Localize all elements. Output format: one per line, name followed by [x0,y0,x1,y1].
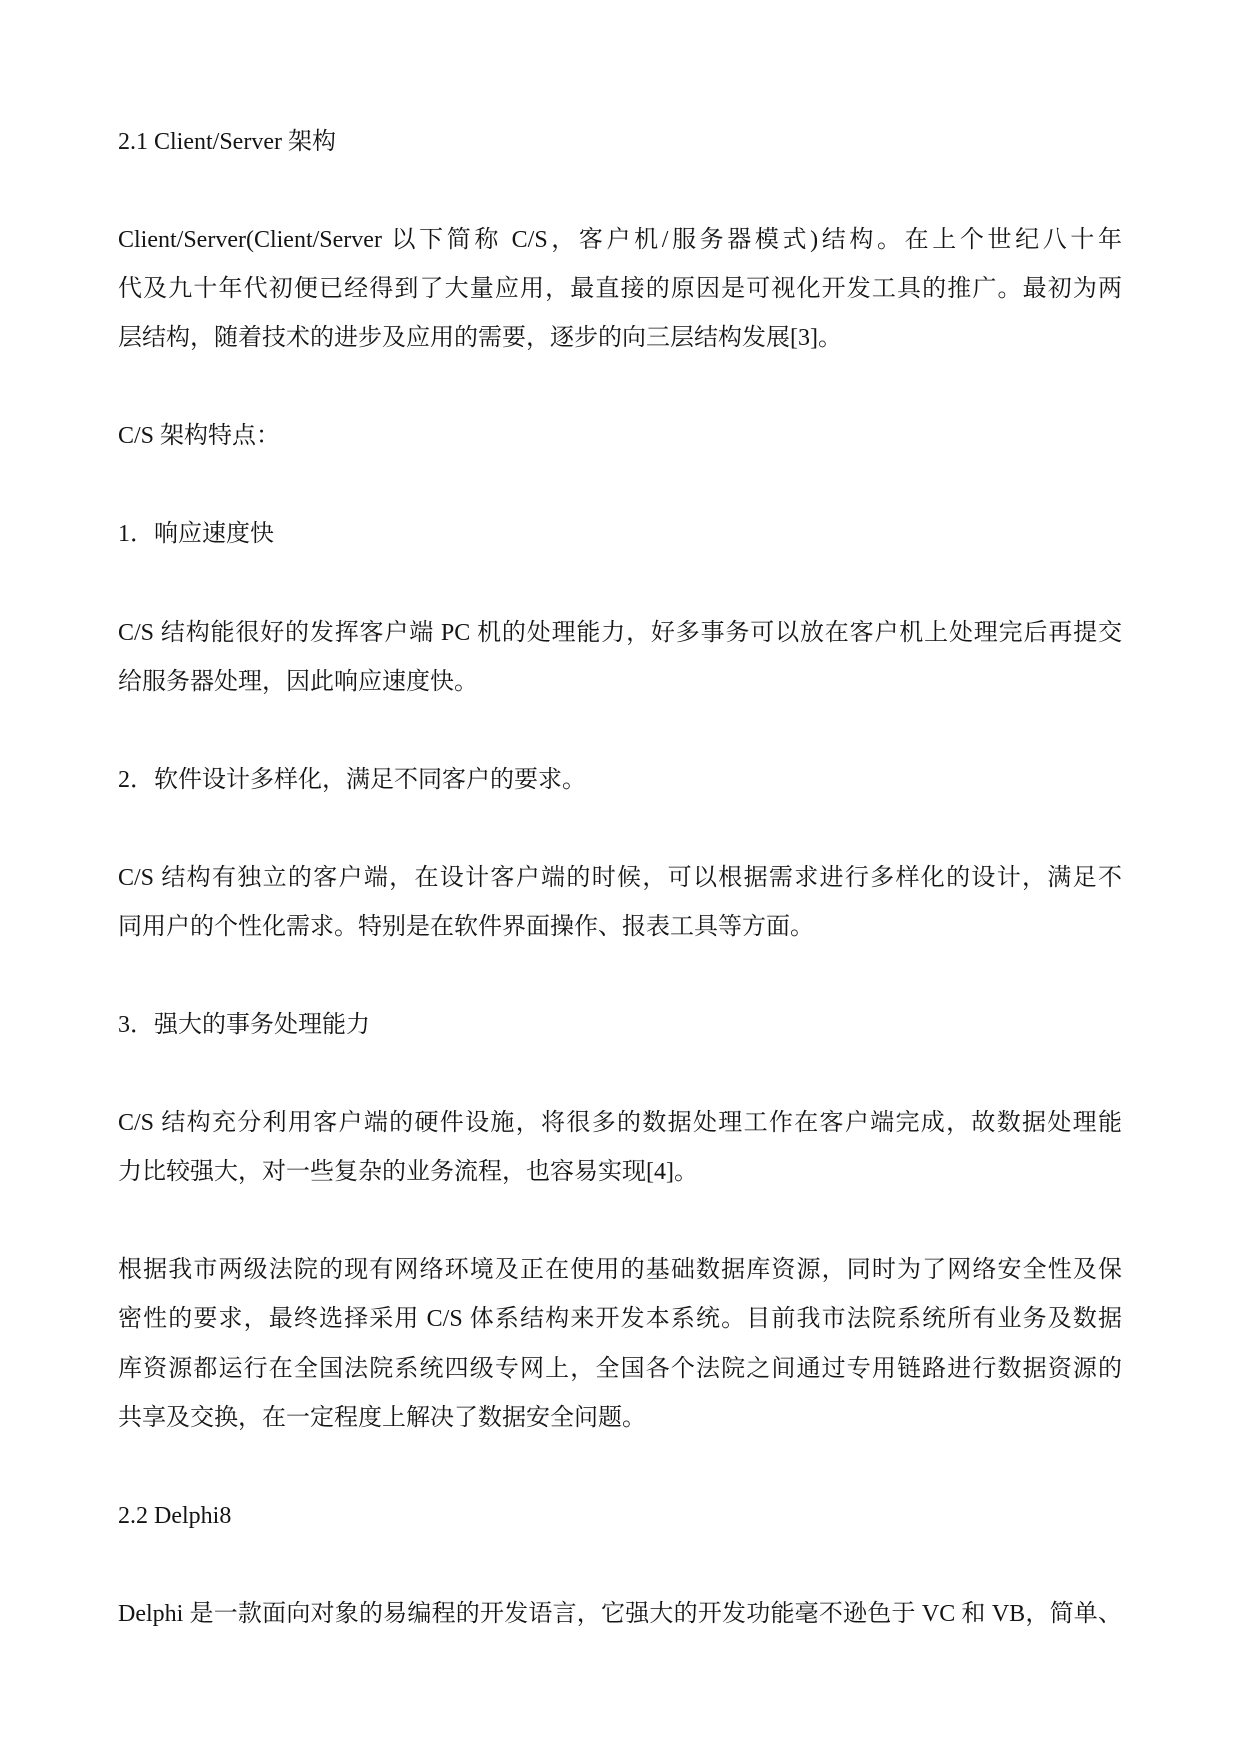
heading-text: 2.2 Delphi8 [118,1502,232,1529]
text-line: Client/Server(Client/Server 以下简称 C/S，客户机/服务器模式)结构。在上个世纪八十年 [118,227,1122,254]
list-item-heading [118,1001,1122,1050]
body-paragraph [118,412,1122,461]
text-line: 根据我市两级法院的现有网络环境及正在使用的基础数据库资源，同时为了网络安全性及保 [118,1257,1122,1284]
list-item-heading [118,756,1122,805]
section-heading [118,1492,1122,1541]
text-line: 2．软件设计多样化，满足不同客户的要求。 [118,766,586,793]
text-line: 1．响应速度快 [118,521,274,548]
text-line: C/S 结构能很好的发挥客户端 PC 机的处理能力，好多事务可以放在客户机上处理完后再提交 [118,619,1122,646]
text-line: C/S 架构特点： [118,423,281,450]
body-paragraph [118,854,1122,952]
body-paragraph [118,609,1122,707]
text-line: 力比较强大，对一些复杂的业务流程，也容易实现[4]。 [118,1159,698,1186]
list-item-heading [118,510,1122,559]
text-line: 密性的要求，最终选择采用 C/S 体系结构来开发本系统。目前我市法院系统所有业务及数据 [118,1306,1122,1333]
text-line: 给服务器处理，因此响应速度快。 [118,668,478,695]
text-line: C/S 结构充分利用客户端的硬件设施，将很多的数据处理工作在客户端完成，故数据处理能 [118,1110,1122,1137]
text-line: 3．强大的事务处理能力 [118,1012,370,1039]
heading-text: 2.1 Client/Server 架构 [118,129,336,155]
text-line: 同用户的个性化需求。特别是在软件界面操作、报表工具等方面。 [118,913,814,940]
text-line: 层结构，随着技术的进步及应用的需要，逐步的向三层结构发展[3]。 [118,325,842,352]
body-paragraph [118,1099,1122,1197]
text-line: 代及九十年代初便已经得到了大量应用，最直接的原因是可视化开发工具的推广。最初为两 [118,276,1122,303]
text-line: 库资源都运行在全国法院系统四级专网上，全国各个法院之间通过专用链路进行数据资源的 [118,1355,1122,1382]
body-paragraph [118,1246,1122,1442]
text-line: Delphi 是一款面向对象的易编程的开发语言，它强大的开发功能毫不逊色于 VC 和 VB，简单、 [118,1600,1122,1627]
body-paragraph [118,1590,1122,1639]
text-line: C/S 结构有独立的客户端，在设计客户端的时候，可以根据需求进行多样化的设计，满足不 [118,864,1122,891]
section-heading [118,118,1122,167]
text-line: 共享及交换，在一定程度上解决了数据安全问题。 [118,1404,646,1431]
body-paragraph [118,216,1122,363]
